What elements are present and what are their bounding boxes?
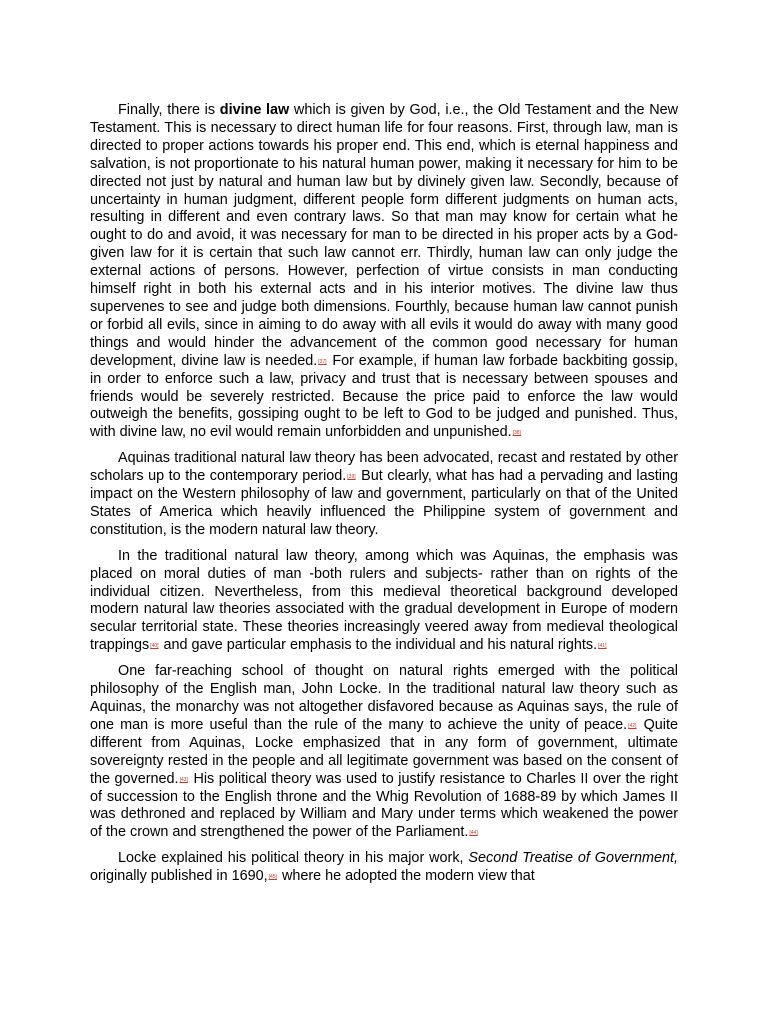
footnote-link[interactable]: [42] bbox=[628, 722, 637, 729]
paragraph-text: and gave particular emphasis to the individual and his natural rights. bbox=[159, 637, 598, 654]
paragraph-text: which is given by God, i.e., the Old Testament and the New Testament. This is necessary to direct human life for four reasons. First, through law, man is directed to proper actions towards his proper end. This end, which is eternal happiness and salvation, is not proportionate to his natural human power, making it necessary for him to be directed not just by natural and human law but by divinely given law. Secondly, because of uncertainty in human judgment, different people form different judgments on human acts, resulting in different and even contrary laws. So that man may know for certain what he ought to do and avoid, it was necessary for man to be directed in his proper acts by a God-given law for it is certain that such law cannot err. Thirdly, human law can only judge the external actions of persons. However, perfection of virtue consists in man conducting himself right in both his external acts and in his interior motives. The divine law thus supervenes to see and judge both dimensions. Fourthly, because human law cannot punish or forbid all evils, since in aiming to do away with all evils it would do away with many good things and would hinder the advancement of the common good necessary for human development, divine law is needed. bbox=[90, 102, 678, 369]
footnote-link[interactable]: [45] bbox=[268, 874, 277, 881]
body-paragraph bbox=[90, 102, 678, 442]
footnote-link[interactable]: [41] bbox=[598, 643, 607, 650]
paragraph-text: originally published in 1690, bbox=[90, 868, 268, 885]
paragraph-text: Aquinas traditional natural law theory has been advocated, recast and restated by other scholars up to the contemporary period. bbox=[90, 450, 678, 485]
body-paragraph bbox=[90, 663, 678, 842]
footnote-link[interactable]: [40] bbox=[150, 643, 159, 650]
footnote-link[interactable]: [37] bbox=[318, 358, 327, 365]
body-paragraph bbox=[90, 450, 678, 540]
body-paragraph bbox=[90, 548, 678, 655]
bold-term: divine law bbox=[219, 102, 290, 118]
footnote-link[interactable]: [43] bbox=[179, 776, 188, 783]
body-paragraph bbox=[90, 850, 678, 886]
paragraph-text: But clearly, what has had a pervading and lasting impact on the Western philosophy of law and government, particularly on that of the United States of America which heavily influenced the Philippine system of government and constitution, is the modern natural law theory. bbox=[90, 468, 678, 538]
paragraph-text: where he adopted the modern view that bbox=[277, 868, 535, 885]
paragraph-text: For example, if human law forbade backbiting gossip, in order to enforce such a law, privacy and trust that is necessary between spouses and friends would be severely restricted. Because the price paid to enforce the law would outweigh the benefits, gossiping ought to be left to God to be judged and punished. Thus, with divine law, no evil would remain unforbidden and unpunished. bbox=[90, 352, 678, 441]
footnote-link[interactable]: [44] bbox=[469, 830, 478, 837]
paragraph-text: One far-reaching school of thought on natural rights emerged with the political philosophy of the English man, John Locke. In the traditional natural law theory such as Aquinas, the monarchy was not altogether disfavored because as Aquinas says, the rule of one man is more useful than the rule of the many to achieve the unity of peace. bbox=[90, 663, 678, 733]
document-page bbox=[90, 102, 678, 894]
footnote-link[interactable]: [39] bbox=[347, 474, 356, 481]
footnote-link[interactable]: [38] bbox=[512, 430, 521, 437]
paragraph-text: Locke explained his political theory in his major work, bbox=[118, 850, 469, 867]
italic-title: Second Treatise of Government, bbox=[468, 850, 678, 867]
paragraph-text: Finally, there is bbox=[118, 102, 220, 118]
paragraph-text: His political theory was used to justify resistance to Charles II over the right of succession to the English throne and the Whig Revolution of 1688-89 by which James II was dethroned and replaced by William and Mary under terms which weakened the power of the crown and strengthened the power of the Parliament. bbox=[90, 770, 679, 841]
paragraph-text: In the traditional natural law theory, among which was Aquinas, the emphasis was placed on moral duties of man -both rulers and subjects- rather than on rights of the individual citizen. Nevertheless, from this medieval theoretical background developed modern natural law theories associated with the gradual development in Europe of modern secular territorial state. These theories increasingly veered away from medieval theological trappings bbox=[90, 547, 678, 654]
paragraph-text: Quite different from Aquinas, Locke emphasized that in any form of government, ultimate sovereignty rested in the people and all legitimate government was based on the consent of the governed. bbox=[90, 716, 678, 787]
